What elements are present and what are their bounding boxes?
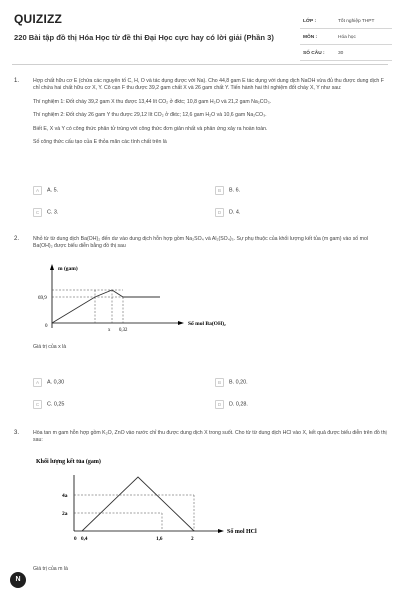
chart-ylabel: m (gam) [58,266,78,272]
option-letter: D [215,400,224,409]
meta-value: 30 [338,51,344,56]
y-tick-label: 69,9 [38,296,47,301]
option-letter: C [33,400,42,409]
question-ask: Giá trị của m là [33,566,68,572]
meta-row-class [300,13,392,29]
question-intro: Hòa tan m gam hỗn hợp gồm K₂O, ZnO vào nước chỉ thu được dung dịch X trong suốt. Cho từ từ dung dịch HCl vào X, kết quả được biểu diễn trên đồ thị sau: [33,430,387,444]
x-tick-label: 0,4 [81,536,88,542]
question-body [33,236,388,257]
question-body [33,430,388,451]
experiment-1: Thí nghiệm 1: Đốt cháy 39,2 gam X thu được 13,44 lít CO₂ ở đktc; 10,8 gam H₂O và 21,2 gam Na₂CO₃. [33,98,272,105]
option-text: D. 4. [229,209,241,216]
meta-row-subject [300,29,392,45]
chart-xlabel: Số mol HCl [227,529,257,535]
experiment-2: Thí nghiệm 2: Đốt cháy 26 gam Y thu được 29,12 lít CO₂ ở đktc; 12,6 gam H₂O và 10,6 gam Na₂CO₃. [33,112,267,119]
option-d[interactable] [215,208,240,220]
option-a[interactable] [33,378,64,390]
question-number: 1. [14,78,20,84]
question-ask: Số công thức cấu tạo của E thỏa mãn các tính chất trên là [33,139,167,146]
x-tick-label: 0 [74,536,77,542]
option-c[interactable] [33,208,58,220]
question-number: 3. [14,430,20,436]
option-text: D. 0,28. [229,401,248,408]
x-tick-label: 0,32 [119,328,128,333]
question-number: 2. [14,236,20,242]
option-letter: A [33,186,42,195]
question-intro: Hợp chất hữu cơ E (chứa các nguyên tố C, H, O và tác dụng được với Na). Cho 44,8 gam E tác dụng với dung dịch NaOH vừa đủ thu được dung dịch F chỉ chứa hai chất hữu cơ X, Y. Cô cạn F thu được 39,2 gam chất X và 26 gam chất Y. Tiến hành hai thí nghiệm đốt cháy X, Y như sau: [33,78,384,92]
y-axis-arrow [50,264,54,270]
question-ask: Giá trị của x là [33,344,67,350]
precipitate-line [82,477,194,531]
x-axis-arrow [218,529,224,533]
option-letter: A [33,378,42,387]
option-b[interactable] [215,186,240,198]
question-intro: Nhỏ từ từ dung dịch Ba(OH)₂ đến dư vào dung dịch hỗn hợp gồm Na₂SO₄ và Al₂(SO₄)₃. Sự phụ thuộc của khối lượng kết tủa (m gam) vào số mol Ba(OH)₂ được biểu diễn bằng đồ thị sau [33,236,368,250]
option-a[interactable] [33,186,58,198]
x-tick-label: 2 [191,536,194,542]
chart-ylabel: Khối lượng kết tủa (gam) [36,459,101,465]
option-letter: D [215,208,224,217]
y-tick-label: 2a [62,511,68,517]
meta-label: MÔN : [303,35,318,40]
option-letter: C [33,208,42,217]
origin-label: 0 [45,324,48,329]
meta-table [300,13,392,61]
y-tick-label: 4a [62,493,68,499]
option-b[interactable] [215,378,248,390]
header-divider [12,64,388,65]
question-body [33,78,388,152]
chart-barium-hydroxide [30,258,270,338]
chart-xlabel: Số mol Ba(OH)₂ [188,321,226,327]
option-letter: B [215,378,224,387]
option-text: A. 0,30 [47,379,65,386]
option-letter: B [215,186,224,195]
meta-label: LỚP : [303,19,317,24]
x-axis-arrow [178,321,184,325]
option-text: C. 3. [47,209,59,216]
meta-row-count [300,45,392,61]
option-text: C. 0,25 [47,401,65,408]
option-text: A. 5. [47,187,59,194]
option-c[interactable] [33,400,64,412]
x-tick-label: x [108,328,111,333]
app-badge[interactable]: N [10,572,26,588]
option-d[interactable] [215,400,248,412]
precipitate-line [52,290,160,323]
x-tick-label: 1,6 [156,536,163,542]
quizizz-logo: QUIZIZZ [14,12,63,26]
meta-value: Hóa học [338,35,356,40]
meta-value: Tốt nghiệp THPT [338,19,375,24]
document-title: 220 Bài tập đồ thị Hóa Học từ đề thi Đại Học cực hay có lời giải (Phần 3) [14,33,274,42]
document-header [0,0,400,62]
option-text: B. 0,20. [229,379,248,386]
meta-label: SỐ CÂU : [303,51,325,56]
question-note: Biết E, X và Y có công thức phân tử trùng với công thức đơn giản nhất và phản ứng xảy ra hoàn toàn. [33,125,268,132]
chart-hydrochloric-acid [34,453,294,547]
option-text: B. 6. [229,187,241,194]
